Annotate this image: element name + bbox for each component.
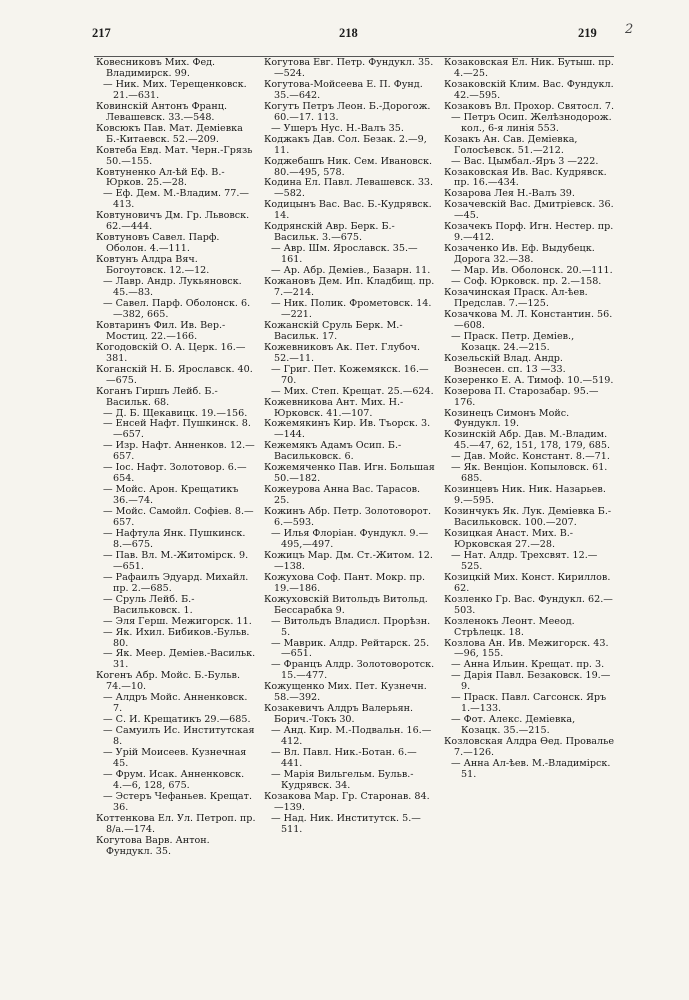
page-number-left: 217: [92, 26, 111, 40]
directory-entry: Ковинскій Антонъ Франц. Левашевск. 33.—548.: [96, 100, 228, 123]
directory-entry: — Ник. Мих. Терещенковск. 21.—631.: [103, 78, 247, 101]
directory-entry: Козачинская Праск. Ал-ѣев. Предслав. 7.—125.: [444, 287, 588, 309]
directory-entry: — Петръ Осип. Желѣзнодорож. кол., 6-я линія 553.: [451, 111, 612, 134]
directory-entry: — Марія Вильгельм. Бульв.-Кудрявск. 34.: [271, 768, 414, 791]
directory-entry: Козинчукъ Як. Лук. Деміевка Б.-Васильковск. 100.—207.: [444, 506, 612, 529]
directory-entry: Козакевичъ Алдръ Валерьян. Борич.-Токъ 30.: [264, 703, 414, 726]
directory-entry: Кожуховскій Витольдъ Витольд. Бессарабка 9.: [264, 593, 428, 616]
directory-entry: Кодина Ел. Павл. Левашевск. 33.—582.: [264, 177, 434, 200]
directory-entry: — Ник. Полик. Фрометовск. 14.—221.: [271, 297, 432, 320]
directory-entry: Козинцевъ Ник. Ник. Назарьев. 9.—595.: [444, 484, 606, 507]
directory-entry: Козицкій Мих. Конст. Кириллов. 62.: [444, 571, 611, 594]
directory-entry: Кожанскій Сруль Берк. М.-Васильк. 17.: [264, 319, 403, 342]
directory-entry: Козакова Мар. Гр. Старонав. 84.—139.: [264, 790, 430, 813]
directory-entry: Кожемяченко Пав. Игн. Большая 50.—182.: [264, 462, 435, 485]
directory-entry: Козаковскій Клим. Вас. Фундукл. 42.—595.: [444, 78, 614, 101]
directory-entry: — Илья Флоріан. Фундукл. 9.—495,—497.: [271, 527, 429, 550]
directory-entry: Когенъ Абр. Мойс. Б.-Бульв. 74.—10.: [96, 670, 241, 693]
directory-entry: Козинскій Абр. Дав. М.-Владим. 45.—47, 62, 151, 178, 179, 685.: [444, 429, 611, 452]
directory-entry: — Григ. Пет. Кожемякск. 16.—70.: [271, 363, 429, 386]
directory-entry: Ковтунъ Алдра Вяч. Богоутовск. 12.—12.: [96, 254, 210, 277]
directory-entry: — Фот. Алекс. Деміевка, Козацк. 35.—215.: [451, 714, 576, 737]
directory-entry: — Витольдъ Владисл. Прорѣзн. 5.: [271, 615, 431, 638]
directory-entry: — Соф. Юрковск. пр. 2.—158.: [451, 276, 602, 288]
directory-entry: Кожущенко Мих. Пет. Кузнечн. 58.—392.: [264, 681, 427, 704]
directory-entry: Козинецъ Симонъ Мойс. Фундукл. 19.: [444, 407, 570, 430]
directory-entry: Козленокъ Леонт. Мееод. Стрѣлецк. 18.: [444, 615, 575, 638]
directory-entry: — Анна Ильин. Крещат. пр. 3.: [451, 659, 605, 671]
directory-entry: — Фрум. Исак. Анненковск. 4.—6, 128, 675.: [103, 768, 245, 791]
directory-entry: — Д. Б. Щекавицк. 19.—156.: [103, 407, 248, 419]
directory-entry: — Мойс. Арон. Крещатикъ 36.—74.: [103, 484, 239, 507]
directory-entry: Кожицъ Мар. Дм. Ст.-Житом. 12.—138.: [264, 549, 433, 572]
directory-entry: — Ар. Абр. Деміев., Базарн. 11.: [271, 265, 431, 277]
directory-entry: Когутъ Петръ Леон. Б.-Дорогож. 60.—17. 113.: [264, 100, 431, 123]
directory-entry: — Енсей Нафт. Пушкинск. 8.—657.: [103, 418, 251, 441]
directory-entry: Кожухова Соф. Пант. Мокр. пр. 19.—186.: [264, 571, 426, 594]
directory-entry: Кожемякинъ Кир. Ив. Тъорск. 3.—144.: [264, 418, 431, 441]
directory-entry: — Як. Ихил. Бибиков.-Бульв. 80.: [103, 626, 250, 649]
directory-entry: — Францъ Алдр. Золотоворотск. 15.—477.: [271, 659, 435, 682]
directory-entry: Когутова Евг. Петр. Фундукл. 35.—524.: [264, 58, 434, 79]
directory-entry: — Авр. Шм. Ярославск. 35.—161.: [271, 243, 418, 266]
page-number-center: 218: [339, 26, 358, 40]
directory-entry: Коджакъ Дав. Сол. Безак. 2.—9, 11.: [264, 133, 427, 156]
directory-entry: — Над. Ник. Институтск. 5.—511.: [271, 812, 421, 835]
directory-column-2: [264, 58, 436, 993]
directory-entry: — Праск. Павл. Сагсонск. Яръ 1.—133.: [451, 692, 607, 715]
directory-entry: Ковтуновъ Савел. Парф. Оболон. 4.—111.: [96, 232, 220, 255]
directory-entry: — Изр. Нафт. Анненков. 12.—657.: [103, 440, 255, 463]
directory-entry: Ковтеба Евд. Мат. Черн.-Грязь 50.—155.: [96, 144, 253, 167]
directory-entry: — Дарія Павл. Безаковск. 19.—9.: [451, 670, 611, 693]
directory-entry: Козаченко Ив. Еф. Выдубецк. Дорога 32.—38.: [444, 243, 595, 266]
directory-entry: Козаковская Ив. Вас. Кудрявск. пр. 16.—434.: [444, 166, 607, 189]
directory-entry: Кожеурова Анна Вас. Тарасов. 25.: [264, 484, 421, 507]
directory-entry: — Эля Герш. Межигорск. 11.: [103, 615, 252, 627]
directory-entry: — Сруль Лейб. Б.-Васильковск. 1.: [103, 593, 195, 616]
directory-entry: Когодовскій О. А. Церк. 16.—381.: [96, 341, 246, 364]
directory-entry: Ковтуновичъ Дм. Гр. Львовск. 62.—444.: [96, 210, 250, 233]
directory-entry: — Анна Ал-ѣев. М.-Владимірск. 51.: [451, 758, 611, 780]
directory-entry: Козеренко Е. А. Тимоф. 10.—519.: [444, 374, 614, 386]
header-rule: [94, 56, 614, 57]
directory-entry: Когутова Варв. Антон. Фундукл. 35.: [96, 834, 210, 857]
directory-entry: — Як. Венціон. Копыловск. 61. 685.: [451, 462, 608, 485]
directory-entry: Ковтаринъ Фил. Ив. Вер.-Мостиц. 22.—166.: [96, 319, 226, 342]
directory-entry: — Рафаилъ Эдуард. Михайл. пр. 2.—685.: [103, 571, 249, 594]
directory-entry: Ковесниковъ Мих. Фед. Владимирск. 99.: [96, 58, 216, 79]
directory-entry: — Анд. Кир. М.-Подвальн. 16.—412.: [271, 725, 432, 748]
page-header: [92, 26, 612, 46]
directory-entry: — Нафтула Янк. Пушкинск. 8.—675.: [103, 527, 246, 550]
directory-entry: — Савел. Парф. Оболонск. 6.—382, 665.: [103, 297, 251, 320]
directory-entry: — С. И. Крещатикъ 29.—685.: [103, 714, 251, 726]
directory-entry: Козлова Ан. Ив. Межигорск. 43.—96, 155.: [444, 637, 609, 660]
directory-entry: Козакъ Ан. Сав. Деміевка, Голосѣевск. 51.—212.: [444, 133, 578, 156]
directory-entry: Козерова П. Старозабар. 95.—176.: [444, 385, 599, 408]
directory-entry: Коттенкова Ел. Ул. Петроп. пр. 8/а.—174.: [96, 812, 256, 835]
directory-entry: — Нат. Алдр. Трехсвят. 12.—525.: [451, 549, 598, 572]
directory-entry: Козарова Лея Н.-Валъ 39.: [444, 188, 575, 200]
directory-entry: Козаковская Ел. Ник. Бутыш. пр. 4.—25.: [444, 58, 614, 79]
directory-entry: Ковтуненко Ал-ѣй Еф. В.-Юрков. 25.—28.: [96, 166, 225, 189]
directory-entry: Ковсюкъ Пав. Мат. Деміевка Б.-Китаевск. 52.—209.: [96, 122, 243, 145]
directory-entry: Кодицынъ Вас. Вас. Б.-Кудрявск. 14.: [264, 199, 432, 222]
directory-entry: — Пав. Вл. М.-Житомірск. 9.—651.: [103, 549, 249, 572]
directory-entry: Кожановъ Дем. Ип. Кладбищ. пр. 7.—214.: [264, 276, 435, 299]
directory-entry: Козленко Гр. Вас. Фундукл. 62.—503.: [444, 593, 613, 616]
directory-entry: Кожевникова Ант. Мих. Н.-Юрковск. 41.—107.: [264, 396, 404, 419]
directory-entry: — Эстеръ Чефаньев. Крещат. 36.: [103, 790, 252, 813]
directory-entry: — Вл. Павл. Ник.-Ботан. 6.—441.: [271, 747, 417, 769]
directory-entry: Козаковъ Вл. Прохор. Святосл. 7.: [444, 100, 615, 112]
directory-entry: Коганъ Гиршъ Лейб. Б.-Васильк. 68.: [96, 385, 218, 408]
directory-column-3: [444, 58, 616, 993]
directory-entry: Когутова-Мойсеева Е. П. Фунд. 35.—642.: [264, 78, 423, 101]
directory-entry: Козачевскій Вас. Дмитріевск. 36.—45.: [444, 199, 614, 222]
directory-entry: — Іос. Нафт. Золотовор. 6.—654.: [103, 462, 247, 485]
directory-entry: Кежемякъ Адамъ Осип. Б.-Васильковск. 6.: [264, 440, 402, 463]
directory-entry: — Мих. Степ. Крещат. 25.—624.: [271, 385, 434, 397]
directory-entry: — Мойс. Самойл. Софіев. 8.—657.: [103, 506, 254, 529]
directory-entry: — Вас. Цымбал.-Яръ 3 —222.: [451, 155, 599, 167]
directory-entry: — Урій Моисеев. Кузнечная 45.: [103, 747, 247, 769]
directory-entry: Козачекъ Порф. Игн. Нестер. пр. 9.—412.: [444, 221, 614, 244]
directory-entry: — Самуилъ Ис. Институтская 8.: [103, 725, 255, 748]
directory-entry: — Мар. Ив. Оболонск. 20.—111.: [451, 265, 613, 277]
directory-entry: Козицкая Анаст. Мих. В.-Юрковская 27.—28.: [444, 527, 574, 550]
directory-entry: — Маврик. Алдр. Рейтарск. 25.—651.: [271, 637, 430, 660]
directory-entry: Козловская Алдра Өед. Провалье 7.—126.: [444, 736, 615, 759]
directory-entry: — Ушеръ Нус. Н.-Валъ 35.: [271, 122, 404, 134]
directory-entry: — Дав. Мойс. Констант. 8.—71.: [451, 451, 610, 463]
directory-entry: — Еф. Дем. М.-Владим. 77.—413.: [103, 188, 249, 211]
directory-entry: Кожинъ Абр. Петр. Золотоворот. 6.—593.: [264, 506, 432, 529]
directory-entry: Коганскій Н. Б. Ярославск. 40.—675.: [96, 363, 253, 386]
directory-entry: — Алдръ Мойс. Анненковск. 7.: [103, 692, 248, 715]
handwritten-page-marker: 2: [625, 22, 634, 37]
directory-entry: — Праск. Петр. Деміев., Козацк. 24.—215.: [451, 330, 575, 353]
directory-entry: Кожевниковъ Ак. Пет. Глубоч. 52.—11.: [264, 341, 421, 364]
directory-entry: Коджебашъ Ник. Сем. Ивановск. 80.—495, 578.: [264, 155, 433, 178]
directory-entry: Козачкова М. Л. Константин. 56.—608.: [444, 308, 613, 331]
directory-entry: Козельскій Влад. Андр. Вознесен. сп. 13 —33.: [444, 352, 566, 375]
directory-entry: Кодрянскій Авр. Берк. Б.-Васильк. 3.—675.: [264, 221, 395, 244]
page-number-right: 219: [578, 26, 597, 40]
directory-entry: — Як. Меер. Деміев.-Васильк. 31.: [103, 648, 256, 671]
directory-column-1: [96, 58, 256, 993]
directory-entry: — Лавр. Андр. Лукьяновск. 45.—83.: [103, 276, 242, 299]
